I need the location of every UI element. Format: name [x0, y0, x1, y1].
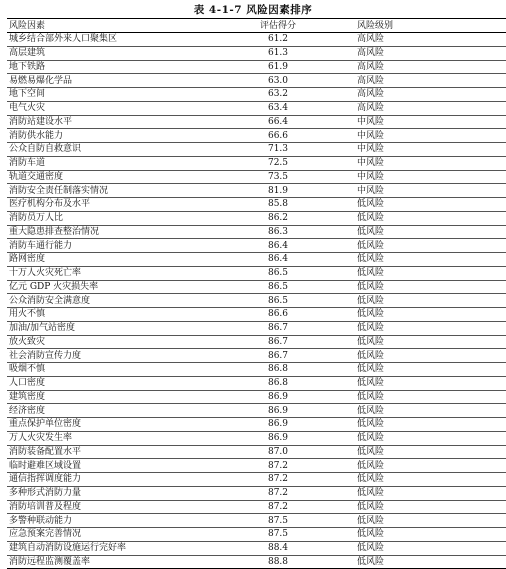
score-cell: 86.5	[201, 280, 355, 294]
risk-factor-cell: 城乡结合部外来人口聚集区	[7, 33, 201, 47]
score-cell: 86.6	[201, 308, 355, 322]
table-row	[7, 253, 506, 267]
score-cell: 88.4	[201, 541, 355, 555]
risk-level-cell: 低风险	[355, 514, 506, 528]
risk-level-cell: 低风险	[355, 541, 506, 555]
risk-factor-cell: 易燃易爆化学品	[7, 74, 201, 88]
risk-level-cell: 低风险	[355, 225, 506, 239]
score-cell: 86.7	[201, 349, 355, 363]
risk-level-cell: 低风险	[355, 555, 506, 569]
risk-factor-cell: 社会消防宣传力度	[7, 349, 201, 363]
risk-level-cell: 高风险	[355, 88, 506, 102]
score-cell: 87.2	[201, 486, 355, 500]
score-cell: 61.2	[201, 33, 355, 47]
risk-factor-cell: 建筑密度	[7, 390, 201, 404]
table-row	[7, 363, 506, 377]
risk-level-cell: 高风险	[355, 46, 506, 60]
risk-factor-cell: 消防员万人比	[7, 211, 201, 225]
score-cell: 85.8	[201, 198, 355, 212]
risk-level-cell: 低风险	[355, 335, 506, 349]
table-row	[7, 143, 506, 157]
table-row	[7, 335, 506, 349]
risk-factor-cell: 多种形式消防力量	[7, 486, 201, 500]
risk-factor-cell: 人口密度	[7, 376, 201, 390]
risk-factor-cell: 消防安全责任制落实情况	[7, 184, 201, 198]
risk-factor-cell: 地下空间	[7, 88, 201, 102]
score-cell: 71.3	[201, 143, 355, 157]
score-cell: 86.5	[201, 294, 355, 308]
score-cell: 86.5	[201, 266, 355, 280]
score-cell: 81.9	[201, 184, 355, 198]
risk-level-cell: 低风险	[355, 445, 506, 459]
risk-factor-cell: 亿元 GDP 火灾损失率	[7, 280, 201, 294]
risk-factor-cell: 加油/加气站密度	[7, 321, 201, 335]
score-cell: 87.2	[201, 459, 355, 473]
table-row	[7, 404, 506, 418]
risk-factor-table	[7, 18, 506, 569]
table-row	[7, 198, 506, 212]
table-row	[7, 418, 506, 432]
risk-factor-cell: 公众消防安全满意度	[7, 294, 201, 308]
risk-factor-cell: 医疗机构分布及水平	[7, 198, 201, 212]
table-body	[7, 33, 506, 569]
risk-level-cell: 低风险	[355, 486, 506, 500]
risk-factor-cell: 临时避难区域设置	[7, 459, 201, 473]
risk-level-cell: 低风险	[355, 528, 506, 542]
score-cell: 66.4	[201, 115, 355, 129]
score-cell: 86.8	[201, 376, 355, 390]
table-caption: 表 4-1-7 风险因素排序	[193, 4, 313, 16]
score-cell: 86.8	[201, 363, 355, 377]
risk-factor-cell: 消防车道	[7, 156, 201, 170]
risk-level-cell: 低风险	[355, 404, 506, 418]
table-row	[7, 459, 506, 473]
score-cell: 86.9	[201, 404, 355, 418]
risk-level-cell: 中风险	[355, 129, 506, 143]
risk-factor-cell: 十万人火灾死亡率	[7, 266, 201, 280]
risk-level-cell: 中风险	[355, 156, 506, 170]
table-row	[7, 308, 506, 322]
risk-factor-cell: 消防装备配置水平	[7, 445, 201, 459]
table-row	[7, 239, 506, 253]
risk-factor-cell: 轨道交通密度	[7, 170, 201, 184]
score-cell: 86.4	[201, 253, 355, 267]
risk-factor-cell: 重点保护单位密度	[7, 418, 201, 432]
risk-level-cell: 低风险	[355, 500, 506, 514]
risk-level-cell: 低风险	[355, 349, 506, 363]
risk-level-cell: 低风险	[355, 211, 506, 225]
risk-factor-cell: 电气火灾	[7, 101, 201, 115]
risk-level-cell: 低风险	[355, 459, 506, 473]
table-row	[7, 225, 506, 239]
header-risk-level: 风险级别	[355, 19, 506, 33]
score-cell: 86.3	[201, 225, 355, 239]
score-cell: 72.5	[201, 156, 355, 170]
table-row	[7, 74, 506, 88]
risk-level-cell: 低风险	[355, 418, 506, 432]
risk-factor-cell: 应急预案完善情况	[7, 528, 201, 542]
table-row	[7, 555, 506, 569]
table-row	[7, 294, 506, 308]
table-row	[7, 445, 506, 459]
risk-factor-cell: 高层建筑	[7, 46, 201, 60]
risk-level-cell: 中风险	[355, 170, 506, 184]
score-cell: 87.0	[201, 445, 355, 459]
risk-factor-cell: 路网密度	[7, 253, 201, 267]
risk-level-cell: 低风险	[355, 198, 506, 212]
risk-factor-cell: 重大隐患排查整治情况	[7, 225, 201, 239]
score-cell: 63.0	[201, 74, 355, 88]
table-row	[7, 500, 506, 514]
score-cell: 87.2	[201, 500, 355, 514]
risk-level-cell: 低风险	[355, 280, 506, 294]
score-cell: 86.9	[201, 390, 355, 404]
score-cell: 86.2	[201, 211, 355, 225]
table-row	[7, 115, 506, 129]
score-cell: 87.2	[201, 473, 355, 487]
risk-level-cell: 低风险	[355, 363, 506, 377]
risk-factor-cell: 万人火灾发生率	[7, 431, 201, 445]
risk-factor-cell: 地下铁路	[7, 60, 201, 74]
score-cell: 86.9	[201, 418, 355, 432]
table-row	[7, 101, 506, 115]
risk-factor-cell: 放火致灾	[7, 335, 201, 349]
risk-factor-cell: 消防供水能力	[7, 129, 201, 143]
risk-factor-cell: 建筑自动消防设施运行完好率	[7, 541, 201, 555]
risk-factor-cell: 通信指挥调度能力	[7, 473, 201, 487]
table-header-row	[7, 19, 506, 33]
table-row	[7, 349, 506, 363]
table-row	[7, 321, 506, 335]
risk-factor-cell: 消防培训普及程度	[7, 500, 201, 514]
score-cell: 61.9	[201, 60, 355, 74]
risk-level-cell: 低风险	[355, 376, 506, 390]
score-cell: 66.6	[201, 129, 355, 143]
table-row	[7, 541, 506, 555]
table-row	[7, 129, 506, 143]
risk-level-cell: 低风险	[355, 390, 506, 404]
table-row	[7, 390, 506, 404]
table-row	[7, 60, 506, 74]
risk-level-cell: 中风险	[355, 184, 506, 198]
table-row	[7, 266, 506, 280]
table-row	[7, 473, 506, 487]
score-cell: 87.5	[201, 528, 355, 542]
table-row	[7, 170, 506, 184]
risk-level-cell: 高风险	[355, 101, 506, 115]
risk-factor-cell: 消防车通行能力	[7, 239, 201, 253]
risk-level-cell: 低风险	[355, 294, 506, 308]
risk-level-cell: 低风险	[355, 266, 506, 280]
risk-factor-cell: 吸烟不慎	[7, 363, 201, 377]
table-row	[7, 33, 506, 47]
header-score: 评估得分	[201, 19, 355, 33]
score-cell: 86.9	[201, 431, 355, 445]
risk-factor-cell: 公众自防自救意识	[7, 143, 201, 157]
score-cell: 87.5	[201, 514, 355, 528]
risk-level-cell: 低风险	[355, 253, 506, 267]
risk-level-cell: 高风险	[355, 33, 506, 47]
table-row	[7, 280, 506, 294]
score-cell: 63.4	[201, 101, 355, 115]
score-cell: 86.7	[201, 321, 355, 335]
table-row	[7, 156, 506, 170]
risk-level-cell: 低风险	[355, 239, 506, 253]
score-cell: 61.3	[201, 46, 355, 60]
score-cell: 88.8	[201, 555, 355, 569]
table-row	[7, 486, 506, 500]
table-row	[7, 88, 506, 102]
score-cell: 73.5	[201, 170, 355, 184]
risk-level-cell: 高风险	[355, 60, 506, 74]
risk-level-cell: 低风险	[355, 473, 506, 487]
table-row	[7, 528, 506, 542]
risk-factor-cell: 消防远程监测覆盖率	[7, 555, 201, 569]
risk-level-cell: 低风险	[355, 321, 506, 335]
risk-level-cell: 低风险	[355, 308, 506, 322]
table-row	[7, 211, 506, 225]
score-cell: 63.2	[201, 88, 355, 102]
score-cell: 86.4	[201, 239, 355, 253]
table-row	[7, 514, 506, 528]
table-row	[7, 376, 506, 390]
risk-factor-cell: 消防站建设水平	[7, 115, 201, 129]
table-row	[7, 46, 506, 60]
risk-level-cell: 低风险	[355, 431, 506, 445]
risk-factor-cell: 多警种联动能力	[7, 514, 201, 528]
risk-level-cell: 高风险	[355, 74, 506, 88]
risk-level-cell: 中风险	[355, 143, 506, 157]
table-row	[7, 431, 506, 445]
risk-level-cell: 中风险	[355, 115, 506, 129]
table-row	[7, 184, 506, 198]
risk-factor-cell: 用火不慎	[7, 308, 201, 322]
header-risk-factor: 风险因素	[7, 19, 201, 33]
score-cell: 86.7	[201, 335, 355, 349]
risk-factor-cell: 经济密度	[7, 404, 201, 418]
